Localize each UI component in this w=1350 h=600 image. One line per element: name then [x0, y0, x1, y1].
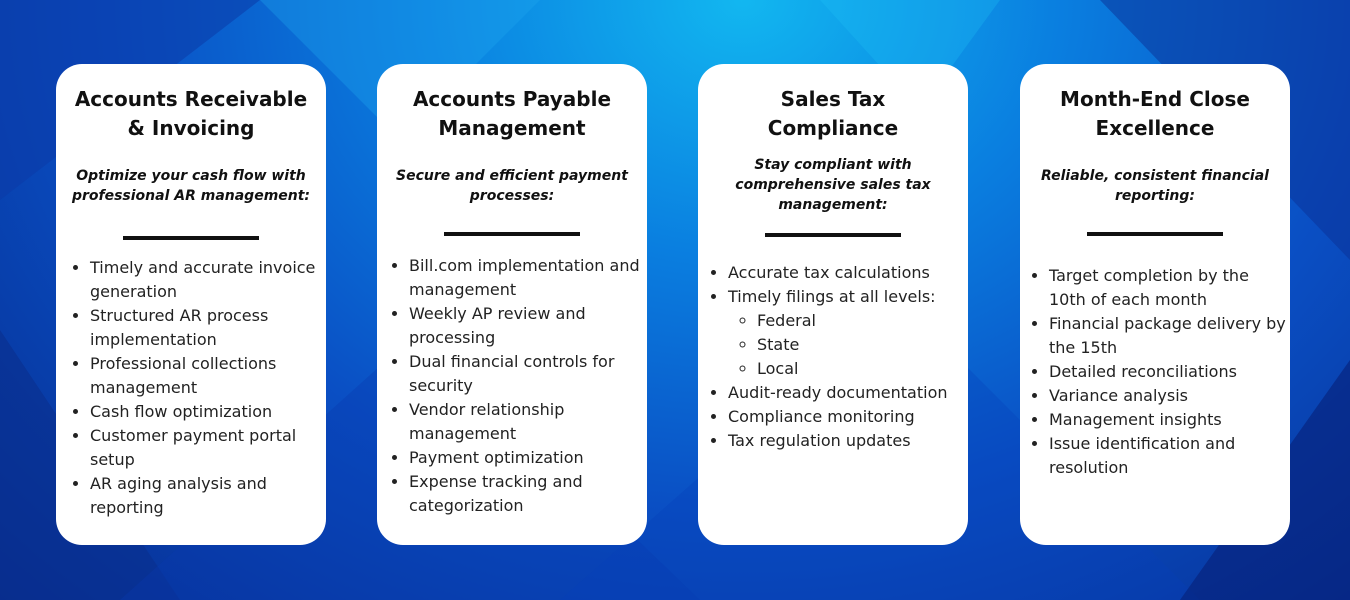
bullet-list [1020, 264, 1290, 480]
sub-list [728, 309, 968, 381]
list-item: • Payment optimization [409, 446, 647, 470]
list-item: • Expense tracking and categorization [409, 470, 647, 518]
bullet-list [56, 256, 326, 520]
list-item: • Vendor relationship management [409, 398, 647, 446]
list-item-label: Timely filings at all levels: [728, 287, 936, 306]
card-subtitle: Reliable, consistent financial reporting: [1041, 168, 1269, 204]
list-item: • Dual financial controls for security [409, 350, 647, 398]
card-title: Accounts Payable Management [412, 87, 612, 140]
card-subtitle: Optimize your cash flow with professional AR management: [71, 168, 311, 204]
list-item: • Tax regulation updates [728, 429, 968, 453]
sub-list-item: ◦ Federal [757, 309, 968, 333]
list-item: • Accurate tax calculations [728, 261, 968, 285]
list-item: • Financial package delivery by the 15th [1049, 312, 1290, 360]
divider [765, 233, 901, 237]
list-item: • Audit-ready documentation [728, 381, 968, 405]
sub-list-item: ◦ State [757, 333, 968, 357]
card-title: Accounts Receivable & Invoicing [74, 87, 308, 140]
card-sales-tax [698, 64, 968, 545]
card-title: Sales Tax Compliance [767, 87, 899, 140]
list-item: • Detailed reconciliations [1049, 360, 1290, 384]
card-accounts-payable [377, 64, 647, 545]
list-item: • Structured AR process implementation [90, 304, 326, 352]
card-subtitle: Secure and efficient payment processes: [396, 168, 628, 204]
list-item: • Management insights [1049, 408, 1290, 432]
divider [123, 236, 259, 240]
card-accounts-receivable [56, 64, 326, 545]
bullet-list [377, 254, 647, 518]
list-item: • Compliance monitoring [728, 405, 968, 429]
list-item: • Professional collections management [90, 352, 326, 400]
list-item: • Target completion by the 10th of each month [1049, 264, 1290, 312]
card-subtitle: Stay compliant with comprehensive sales tax management: [735, 157, 931, 213]
divider [1087, 232, 1223, 236]
list-item: • Customer payment portal setup [90, 424, 326, 472]
list-item [728, 285, 968, 381]
card-month-end-close [1020, 64, 1290, 545]
list-item: • Issue identification and resolution [1049, 432, 1290, 480]
list-item: • Weekly AP review and processing [409, 302, 647, 350]
list-item: • Timely and accurate invoice generation [90, 256, 326, 304]
list-item: • AR aging analysis and reporting [90, 472, 326, 520]
list-item: • Bill.com implementation and management [409, 254, 647, 302]
divider [444, 232, 580, 236]
list-item: • Cash flow optimization [90, 400, 326, 424]
bullet-list [698, 261, 968, 453]
card-title: Month-End Close Excellence [1060, 87, 1250, 140]
sub-list-item: ◦ Local [757, 357, 968, 381]
list-item: • Variance analysis [1049, 384, 1290, 408]
